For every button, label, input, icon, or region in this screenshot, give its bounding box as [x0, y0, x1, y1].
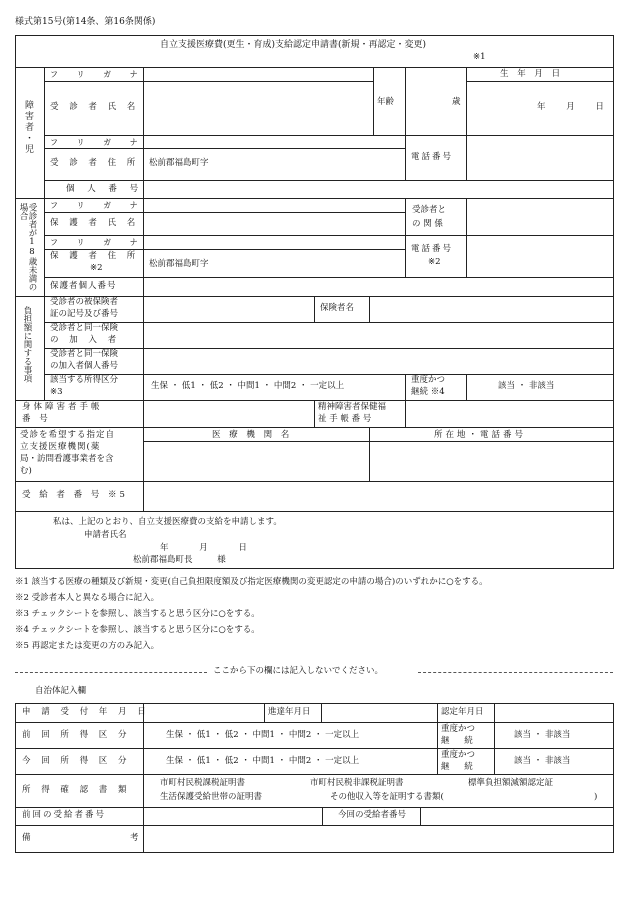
- prev-severe-options[interactable]: 該当 ・ 非該当: [514, 730, 571, 740]
- patient-address-value[interactable]: 松前郡福島町字: [149, 158, 209, 168]
- doc-option-4[interactable]: 生活保護受給世帯の証明書: [160, 792, 263, 802]
- guardian-no-label: 保護者個人番号: [50, 281, 117, 291]
- prev-severe-label-2: 継 続: [441, 736, 479, 746]
- applicant-name-field[interactable]: [140, 529, 400, 541]
- patient-furigana-field[interactable]: [144, 68, 372, 80]
- cut-line-left: [15, 672, 207, 673]
- location-field[interactable]: [370, 442, 612, 480]
- guardian-phone-label: 電話番号: [411, 244, 454, 254]
- furigana-label-4: フ リ ガ ナ: [50, 238, 146, 247]
- mental-label-1: 精神障害者保健福: [318, 402, 387, 412]
- disability-label-1: 身体障害者手帳: [22, 402, 103, 412]
- note-2: ※2 受診者本人と異なる場合に記入。: [15, 593, 160, 603]
- approved-date-label: 認定年月日: [441, 707, 484, 717]
- income-options[interactable]: 生保 ・ 低1 ・ 低2 ・ 中間1 ・ 中間2 ・ 一定以上: [151, 381, 345, 391]
- title-note: ※1: [473, 52, 486, 62]
- same-insurance-no-label-1: 受診者と同一保険: [50, 349, 119, 359]
- severe-options[interactable]: 該当 ・ 非該当: [498, 381, 555, 391]
- address-furigana-field[interactable]: [144, 136, 404, 147]
- form-id: 様式第15号(第14条、第16条関係): [15, 17, 156, 27]
- relation-label-1: 受診者と: [412, 205, 447, 215]
- guardian-section-label: 受診者が18歳未満の場合: [18, 203, 37, 291]
- phone-field[interactable]: [467, 136, 612, 179]
- insurer-field[interactable]: [370, 297, 612, 321]
- personal-no-label: 個 人 番 号: [66, 184, 144, 194]
- remarks-label-2: 考: [130, 833, 139, 843]
- insurance-label-1: 受診者の被保険者: [50, 297, 119, 307]
- same-insurance-label-2: の 加 入 者: [50, 335, 121, 345]
- guardian-name-field[interactable]: [144, 213, 404, 234]
- insurance-label-2: 証の記号及び番号: [50, 309, 119, 319]
- guardian-address-value[interactable]: 松前郡福島町字: [149, 259, 209, 269]
- same-insurance-label-1: 受診者と同一保険: [50, 323, 119, 333]
- furigana-label: フ リ ガ ナ: [50, 70, 146, 79]
- birth-label: 生 年 月 日: [500, 69, 564, 79]
- curr-income-options[interactable]: 生保 ・ 低1 ・ 低2 ・ 中間1 ・ 中間2 ・ 一定以上: [166, 756, 360, 766]
- med-institution-label: 医 療 機 関 名: [212, 430, 293, 440]
- note-5: ※5 再認定または変更の方のみ記入。: [15, 641, 160, 651]
- doc-option-5-close: ): [594, 792, 598, 802]
- insurance-no-field[interactable]: [144, 297, 313, 321]
- guardian-address-label: 保 護 者 住 所: [50, 251, 140, 261]
- location-label: 所在地・電話番号: [434, 430, 527, 440]
- prev-income-options[interactable]: 生保 ・ 低1 ・ 低2 ・ 中間1 ・ 中間2 ・ 一定以上: [166, 730, 360, 740]
- doc-option-1[interactable]: 市町村民税課税証明書: [160, 778, 246, 788]
- severe-label-1: 重度かつ: [411, 375, 446, 385]
- burden-section-label: 負担額に関する事項: [22, 306, 32, 383]
- phone-label: 電話番号: [411, 152, 454, 162]
- patient-name-field[interactable]: [144, 82, 372, 134]
- age-label: 年齢: [377, 97, 395, 107]
- curr-severe-label-1: 重度かつ: [441, 750, 476, 760]
- guardian-phone-note: ※2: [428, 257, 441, 267]
- doc-option-2[interactable]: 市町村民税非課税証明書: [310, 778, 404, 788]
- disability-no-field[interactable]: [144, 401, 313, 426]
- mental-label-2: 祉 手 帳 番 号: [318, 414, 372, 424]
- progress-date-label: 進達年月日: [268, 707, 311, 717]
- hospital-label-1: 受診を希望する指定自: [20, 430, 116, 440]
- personal-no-field[interactable]: [144, 181, 612, 197]
- received-date-label: 申 請 受 付 年 月 日: [22, 707, 150, 717]
- curr-income-label: 今 回 所 得 区 分: [22, 756, 131, 766]
- curr-recipient-label: 今回の受給者番号: [338, 810, 407, 820]
- curr-severe-label-2: 継 続: [441, 762, 479, 772]
- declaration-date: 年 月 日: [160, 543, 247, 553]
- income-docs-label: 所 得 確 認 書 類: [22, 785, 131, 795]
- age-unit: 歳: [452, 97, 461, 107]
- prev-recipient-label: 前回の受給者番号: [22, 810, 107, 820]
- prev-severe-label-1: 重度かつ: [441, 724, 476, 734]
- hospital-label-2: 立支援医療機関(薬: [20, 442, 101, 452]
- recipient-no-label: 受 給 者 番 号 ※5: [22, 490, 128, 500]
- guardian-address-note: ※2: [90, 263, 103, 273]
- mayor-addressee: 松前郡福島町長 様: [133, 555, 226, 565]
- hospital-label-3: 局・訪問看護事業者を含: [20, 454, 114, 464]
- office-section-title: 自治体記入欄: [35, 686, 87, 696]
- note-4: ※4 チェックシートを参照し、該当すると思う区分に○をする。: [15, 625, 260, 635]
- furigana-label-3: フ リ ガ ナ: [50, 201, 146, 210]
- hospital-label-4: む): [20, 466, 32, 476]
- med-institution-field[interactable]: [144, 442, 368, 480]
- birth-value: 年 月 日: [537, 102, 604, 112]
- mental-no-field[interactable]: [406, 401, 612, 426]
- income-label-1: 該当する所得区分: [50, 375, 119, 385]
- patient-section-label: 障害者・児: [23, 100, 33, 155]
- cut-line-text: ここから下の欄には記入しないでください。: [213, 666, 384, 676]
- cut-line-right: [418, 672, 613, 673]
- guardian-name-label: 保 護 者 氏 名: [50, 218, 140, 228]
- curr-severe-options[interactable]: 該当 ・ 非該当: [514, 756, 571, 766]
- patient-name-label: 受 診 者 氏 名: [50, 102, 140, 112]
- form-title: 自立支援医療費(更生・育成)支給認定申請書(新規・再認定・変更): [160, 40, 427, 50]
- prev-income-label: 前 回 所 得 区 分: [22, 730, 131, 740]
- same-insurance-no-label-2: の加入者個人番号: [50, 361, 119, 371]
- furigana-label-2: フ リ ガ ナ: [50, 138, 146, 147]
- insurer-label: 保険者名: [320, 303, 355, 313]
- relation-label-2: の 関 係: [412, 219, 443, 229]
- doc-option-5[interactable]: その他収入等を証明する書類(: [330, 792, 444, 802]
- income-label-2: ※3: [50, 387, 63, 397]
- patient-address-label: 受 診 者 住 所: [50, 158, 140, 168]
- declaration-text: 私は、上記のとおり、自立支援医療費の支給を申請します。: [53, 517, 282, 527]
- note-3: ※3 チェックシートを参照し、該当すると思う区分に○をする。: [15, 609, 260, 619]
- severe-label-2: 継続 ※4: [411, 387, 445, 397]
- remarks-label-1: 備: [22, 833, 31, 843]
- doc-option-3[interactable]: 標準負担額減額認定証: [468, 778, 554, 788]
- note-1: ※1 該当する医療の種類及び新規・変更(自己負担限度額及び指定医療機関の変更認定の申請の場合)のいずれかに○をする。: [15, 577, 488, 587]
- disability-label-2: 番 号: [22, 414, 51, 424]
- applicant-label: 申請者氏名: [84, 530, 127, 540]
- recipient-no-field[interactable]: [144, 482, 612, 510]
